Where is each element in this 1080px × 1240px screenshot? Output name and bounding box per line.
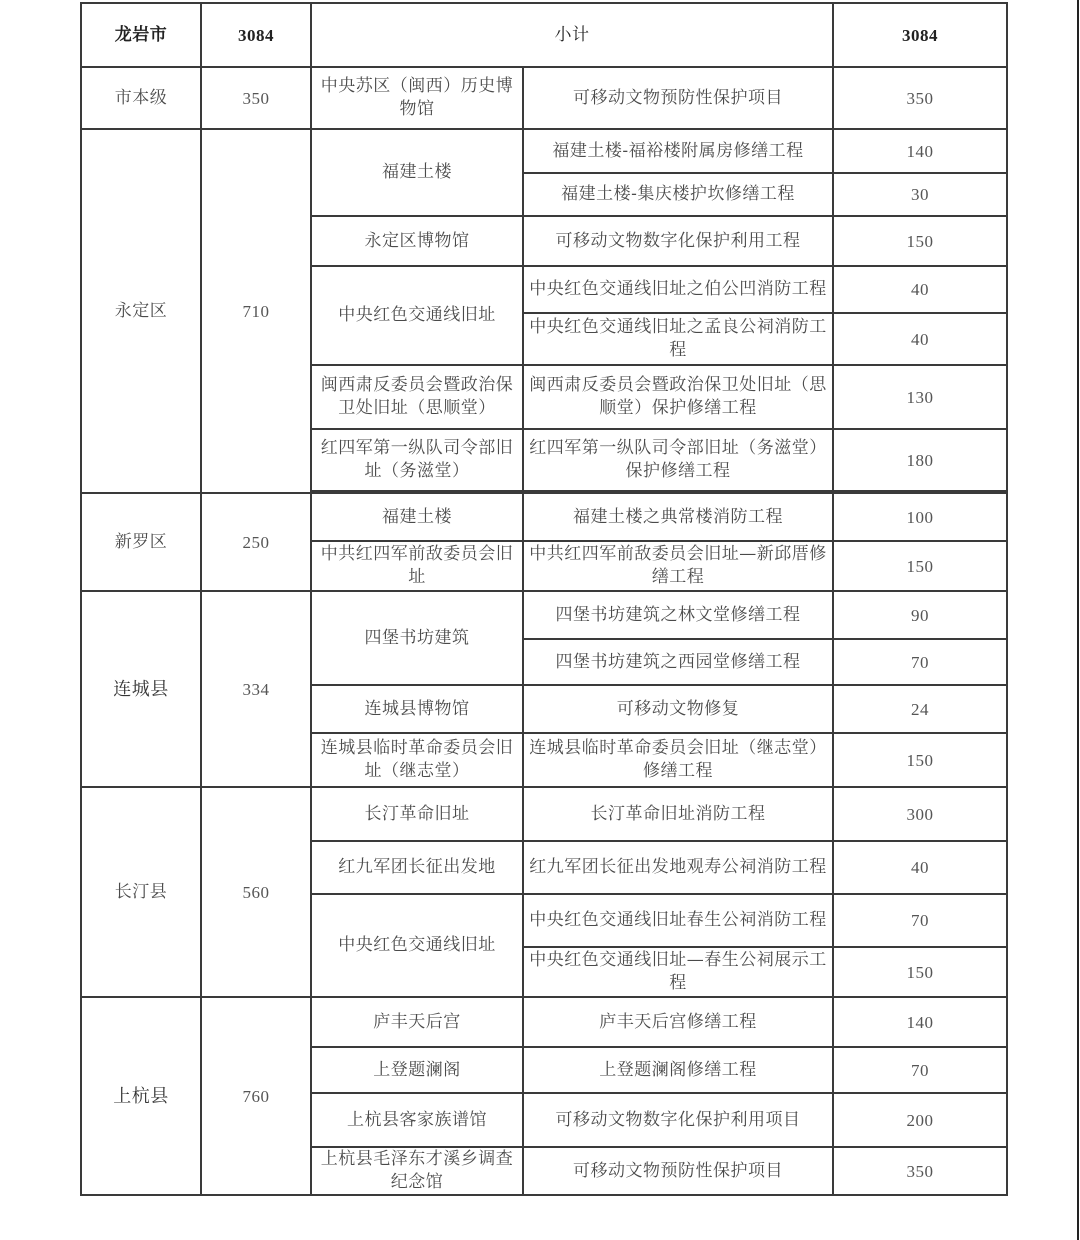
project-amount: 40 [833,266,1007,313]
project-amount: 150 [833,216,1007,266]
project-name: 四堡书坊建筑之西园堂修缮工程 [523,639,833,685]
table-row [81,997,1007,1047]
unit-name: 连城县博物馆 [311,685,523,733]
project-name: 可移动文物修复 [523,685,833,733]
project-amount: 130 [833,365,1007,429]
project-amount: 70 [833,639,1007,685]
region-amount: 250 [201,493,311,591]
project-name: 长汀革命旧址消防工程 [523,787,833,841]
project-amount: 300 [833,787,1007,841]
project-name: 庐丰天后宫修缮工程 [523,997,833,1047]
unit-name: 上杭县毛泽东才溪乡调查纪念馆 [311,1147,523,1195]
project-amount: 150 [833,733,1007,787]
project-name: 红四军第一纵队司令部旧址（务滋堂）保护修缮工程 [523,429,833,491]
budget-table [80,2,1008,1196]
table-row [81,591,1007,639]
project-amount: 40 [833,313,1007,365]
region-name: 新罗区 [81,493,201,591]
project-name: 上登题澜阁修缮工程 [523,1047,833,1093]
unit-name: 庐丰天后宫 [311,997,523,1047]
summary-row [81,3,1007,67]
project-amount: 70 [833,1047,1007,1093]
unit-name: 福建土楼 [311,129,523,216]
project-name: 中央红色交通线旧址之伯公凹消防工程 [523,266,833,313]
table-row [81,67,1007,129]
unit-name: 福建土楼 [311,493,523,541]
project-amount: 200 [833,1093,1007,1147]
region-name: 市本级 [81,67,201,129]
project-name: 可移动文物预防性保护项目 [523,67,833,129]
city-total: 3084 [201,3,311,67]
project-name: 福建土楼-福裕楼附属房修缮工程 [523,129,833,173]
table-row [81,493,1007,541]
project-name: 红九军团长征出发地观寿公祠消防工程 [523,841,833,894]
project-name: 可移动文物数字化保护利用项目 [523,1093,833,1147]
project-amount: 100 [833,493,1007,541]
table-row [81,787,1007,841]
unit-name: 红九军团长征出发地 [311,841,523,894]
project-name: 可移动文物数字化保护利用工程 [523,216,833,266]
project-name: 中央红色交通线旧址之孟良公祠消防工程 [523,313,833,365]
unit-name: 上杭县客家族谱馆 [311,1093,523,1147]
region-name: 永定区 [81,129,201,493]
project-amount: 140 [833,997,1007,1047]
unit-name: 连城县临时革命委员会旧址（继志堂） [311,733,523,787]
unit-name: 红四军第一纵队司令部旧址（务滋堂） [311,429,523,491]
project-amount: 40 [833,841,1007,894]
project-name: 闽西肃反委员会暨政治保卫处旧址（思顺堂）保护修缮工程 [523,365,833,429]
project-amount: 350 [833,1147,1007,1195]
unit-name: 中央红色交通线旧址 [311,894,523,997]
project-amount: 180 [833,429,1007,491]
unit-name: 永定区博物馆 [311,216,523,266]
project-name: 中共红四军前敌委员会旧址—新邱厝修缮工程 [523,541,833,591]
region-amount: 710 [201,129,311,493]
city-name: 龙岩市 [81,3,201,67]
region-name: 上杭县 [81,997,201,1195]
subtotal-value: 3084 [833,3,1007,67]
project-name: 福建土楼-集庆楼护坎修缮工程 [523,173,833,216]
project-amount: 90 [833,591,1007,639]
unit-name: 上登题澜阁 [311,1047,523,1093]
project-name: 可移动文物预防性保护项目 [523,1147,833,1195]
region-amount: 560 [201,787,311,997]
region-amount: 334 [201,591,311,787]
project-amount: 150 [833,947,1007,997]
project-name: 福建土楼之典常楼消防工程 [523,493,833,541]
project-name: 连城县临时革命委员会旧址（继志堂）修缮工程 [523,733,833,787]
subtotal-label: 小计 [311,3,833,67]
project-name: 四堡书坊建筑之林文堂修缮工程 [523,591,833,639]
unit-name: 中央红色交通线旧址 [311,266,523,365]
project-amount: 350 [833,67,1007,129]
page-edge-shadow [1077,0,1079,1240]
region-amount: 350 [201,67,311,129]
unit-name: 四堡书坊建筑 [311,591,523,685]
project-amount: 70 [833,894,1007,947]
unit-name: 长汀革命旧址 [311,787,523,841]
unit-name: 中央苏区（闽西）历史博物馆 [311,67,523,129]
project-name: 中央红色交通线旧址—春生公祠展示工程 [523,947,833,997]
project-amount: 24 [833,685,1007,733]
region-name: 连城县 [81,591,201,787]
table-row [81,129,1007,173]
unit-name: 闽西肃反委员会暨政治保卫处旧址（思顺堂） [311,365,523,429]
project-amount: 140 [833,129,1007,173]
unit-name: 中共红四军前敌委员会旧址 [311,541,523,591]
project-amount: 30 [833,173,1007,216]
project-name: 中央红色交通线旧址春生公祠消防工程 [523,894,833,947]
project-amount: 150 [833,541,1007,591]
region-amount: 760 [201,997,311,1195]
region-name: 长汀县 [81,787,201,997]
